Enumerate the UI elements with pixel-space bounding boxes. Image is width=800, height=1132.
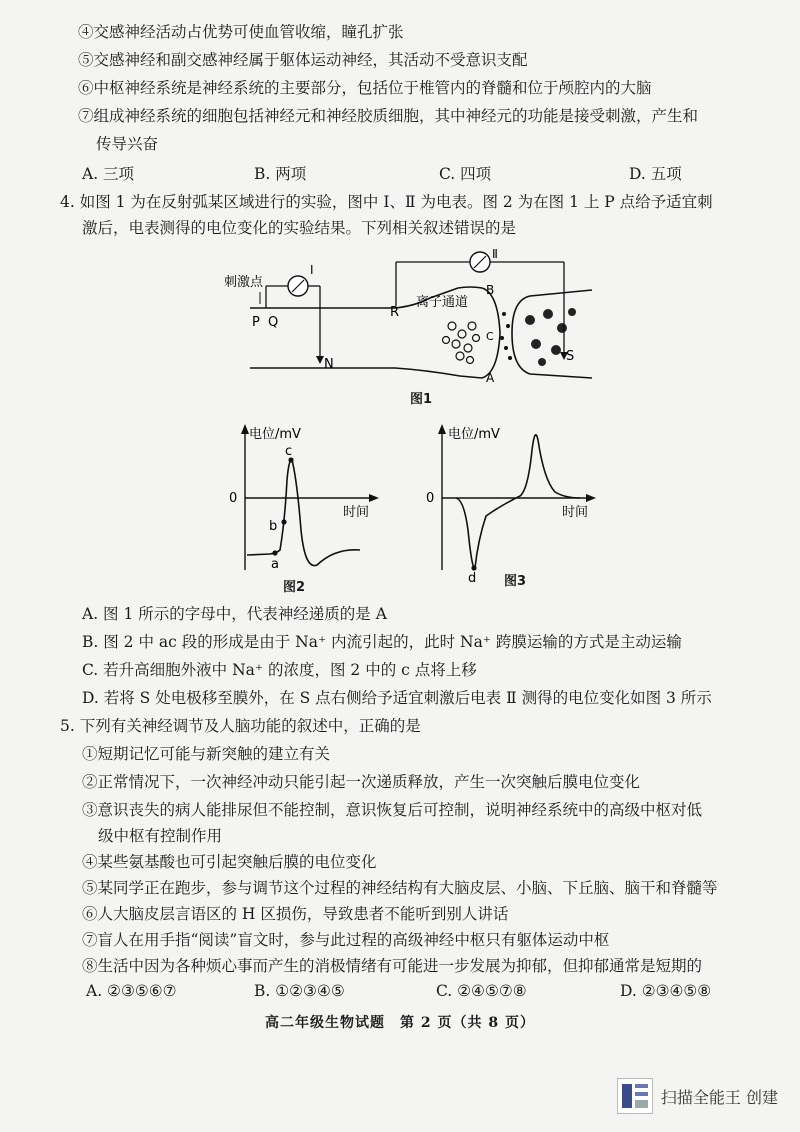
camscanner-watermark [617, 1078, 778, 1114]
q3-option-d: D. 五项 [629, 165, 682, 183]
q3-option-b: B. 两项 [254, 165, 307, 183]
point-p-label: P [252, 315, 260, 330]
q5-option-c: C. ②④⑤⑦⑧ [436, 982, 527, 1000]
point-q-label: Q [268, 315, 279, 330]
q5-item-5: ⑤某同学正在跑步，参与调节这个过程的神经结构有大脑皮层、小脑、下丘脑、脑干和脊髓等 [82, 879, 718, 897]
label-a: A [486, 371, 495, 385]
q5-option-b: B. ①②③④⑤ [254, 982, 345, 1000]
q4-stem-line1: 4. 如图 1 为在反射弧某区域进行的实验，图中 Ⅰ、Ⅱ 为电表。图 2 为在图 1 上 P 点给予适宜刺 [60, 193, 713, 211]
figure-1-reflex-arc [220, 248, 600, 408]
q5-item-7: ⑦盲人在用手指“阅读”盲文时，参与此过程的高级神经中枢只有躯体运动中枢 [82, 931, 610, 949]
q3-options [82, 162, 762, 184]
q3-option-a: A. 三项 [82, 165, 135, 183]
fig3-potential-curve [456, 435, 580, 568]
q5-item-6: ⑥人大脑皮层言语区的 H 区损伤，导致患者不能听到别人讲话 [82, 905, 509, 923]
fig3-point-d [471, 565, 476, 570]
fig3-label-d: d [468, 571, 477, 585]
postsynaptic-membrane [512, 290, 592, 378]
q4-option-b: B. 图 2 中 ac 段的形成是由于 Na⁺ 内流引起的，此时 Na⁺ 跨膜运输的方式是主动运输 [82, 633, 682, 651]
watermark-text: 扫描全能王 创建 [660, 1087, 778, 1107]
q3-item-6: ⑥中枢神经系统是神经系统的主要部分，包括位于椎管内的脊髓和位于颅腔内的大脑 [78, 79, 652, 97]
fig2-label-b: b [269, 519, 278, 534]
fig2-zero: 0 [229, 491, 238, 506]
q5-item-2: ②正常情况下，一次神经冲动只能引起一次递质释放，产生一次突触后膜电位变化 [82, 773, 641, 791]
q3-item-7-cont: 传导兴奋 [96, 135, 159, 153]
fig2-ylabel: 电位/mV [249, 427, 301, 442]
q5-item-4: ④某些氨基酸也可引起突触后膜的电位变化 [82, 853, 377, 871]
q4-stem-line2: 激后，电表测得的电位变化的实验结果。下列相关叙述错误的是 [82, 219, 517, 237]
fig2-point-b [281, 519, 286, 524]
fig3-ylabel: 电位/mV [448, 427, 500, 442]
figure-2-caption: 图2 [283, 580, 306, 595]
fig3-xlabel: 时间 [562, 505, 589, 520]
q5-item-8: ⑧生活中因为各种烦心事而产生的消极情绪有可能进一步发展为抑郁，但抑郁通常是短期的 [82, 957, 703, 975]
q3-item-7: ⑦组成神经系统的细胞包括神经元和神经胶质细胞，其中神经元的功能是接受刺激，产生和 [78, 107, 699, 125]
q5-option-d: D. ②③④⑤⑧ [620, 982, 712, 1000]
fig2-label-a: a [271, 557, 279, 572]
figure-3-potential-graph [420, 420, 600, 585]
q4-option-c: C. 若升高细胞外液中 Na⁺ 的浓度，图 2 中的 c 点将上移 [82, 661, 477, 679]
label-b: B [486, 283, 495, 297]
q5-item-1: ①短期记忆可能与新突触的建立有关 [82, 745, 331, 763]
q5-option-a: A. ②③⑤⑥⑦ [86, 982, 177, 1000]
fig2-point-a [272, 550, 277, 555]
point-s-label: S [566, 349, 575, 364]
q5-stem: 5. 下列有关神经调节及人脑功能的叙述中，正确的是 [60, 717, 421, 735]
fig2-xlabel: 时间 [343, 505, 370, 520]
q5-item-3-cont: 级中枢有控制作用 [98, 827, 223, 845]
q3-item-5: ⑤交感神经和副交感神经属于躯体运动神经，其活动不受意识支配 [78, 51, 528, 69]
point-n-label: N [324, 357, 334, 372]
ion-channel-label: 离子通道 [416, 295, 469, 310]
label-c: C [486, 330, 494, 343]
point-r-label: R [390, 305, 400, 320]
stimulus-point-label: 刺激点 [224, 275, 264, 290]
figure-1-caption: 图1 [410, 392, 433, 407]
neurotransmitter-dots [500, 312, 512, 360]
figure-3-caption: 图3 [504, 574, 527, 589]
meter-2-label: Ⅱ [492, 248, 498, 261]
meter-1-label: Ⅰ [310, 263, 314, 277]
synaptic-vesicles [443, 322, 480, 364]
q5-item-3: ③意识丧失的病人能排尿但不能控制，意识恢复后可控制，说明神经系统中的高级中枢对低 [82, 801, 703, 819]
camscanner-logo-icon [617, 1078, 653, 1114]
q5-options [86, 982, 766, 1004]
q4-option-a: A. 图 1 所示的字母中，代表神经递质的是 A [82, 605, 387, 623]
q4-option-d: D. 若将 S 处电极移至膜外，在 S 点右侧给予适宜刺激后电表 Ⅱ 测得的电位变化如图 3 所示 [82, 689, 712, 707]
fig3-zero: 0 [426, 491, 435, 506]
q3-option-c: C. 四项 [439, 165, 492, 183]
page-footer: 高二年级生物试题 第 2 页（共 8 页） [265, 1015, 535, 1031]
axon-lower-membrane [250, 368, 482, 378]
figure-2-potential-graph [225, 420, 385, 585]
q3-item-4: ④交感神经活动占优势可使血管收缩，瞳孔扩张 [78, 23, 404, 41]
fig2-label-c: c [285, 444, 293, 459]
